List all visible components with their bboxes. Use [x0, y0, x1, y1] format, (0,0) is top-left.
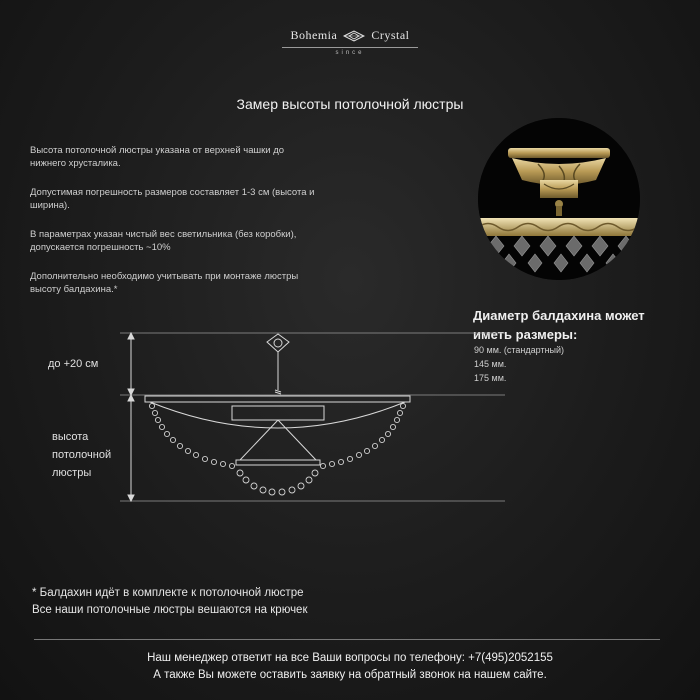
- diamond-logo-icon: [343, 30, 365, 42]
- crystal-bead-chain: [149, 403, 405, 495]
- canopy-extra-height-label: до +20 см: [48, 358, 99, 370]
- page-title: Замер высоты потолочной люстры: [236, 96, 464, 112]
- footnote-canopy-included: * Балдахин идёт в комплекте к потолочной люстре: [32, 587, 304, 599]
- canopy-size-standard: 90 мм. (стандартный): [474, 345, 565, 355]
- contact-callback-text: А также Вы можете оставить заявку на обратный звонок на нашем сайте.: [153, 669, 547, 681]
- info-paragraph-weight: В параметрах указан чистый вес светильника (без коробки), допускается погрешность ~10%: [30, 229, 297, 253]
- brand-tagline: since: [335, 50, 365, 56]
- chandelier-height-label: высота потолочной люстры: [52, 431, 112, 479]
- footer-divider: [34, 639, 660, 640]
- contact-phone-text: Наш менеджер ответит на все Ваши вопросы по телефону: +7(495)2052155: [147, 652, 553, 664]
- info-paragraph-canopy: Дополнительно необходимо учитывать при монтаже люстры высоту балдахина.*: [30, 271, 299, 295]
- canopy-diameter-title: Диаметр балдахина может иметь размеры:: [473, 308, 645, 342]
- footnote-hook-mount: Все наши потолочные люстры вешаются на крючек: [32, 604, 308, 616]
- info-paragraph-height: Высота потолочной люстры указана от верхней чашки до нижнего хрусталика.: [30, 145, 285, 169]
- chandelier-outline-icon: [145, 334, 410, 465]
- canopy-size-175: 175 мм.: [474, 373, 507, 383]
- brand-name-right: Crystal: [371, 28, 410, 42]
- canopy-photo: [478, 118, 640, 280]
- brand-logo: [272, 28, 428, 70]
- logo-divider: [282, 47, 418, 48]
- brand-name-left: Bohemia: [290, 28, 338, 42]
- canopy-size-145: 145 мм.: [474, 359, 507, 369]
- info-paragraph-tolerance: Допустимая погрешность размеров составляет 1-3 см (высота и ширина).: [30, 187, 315, 211]
